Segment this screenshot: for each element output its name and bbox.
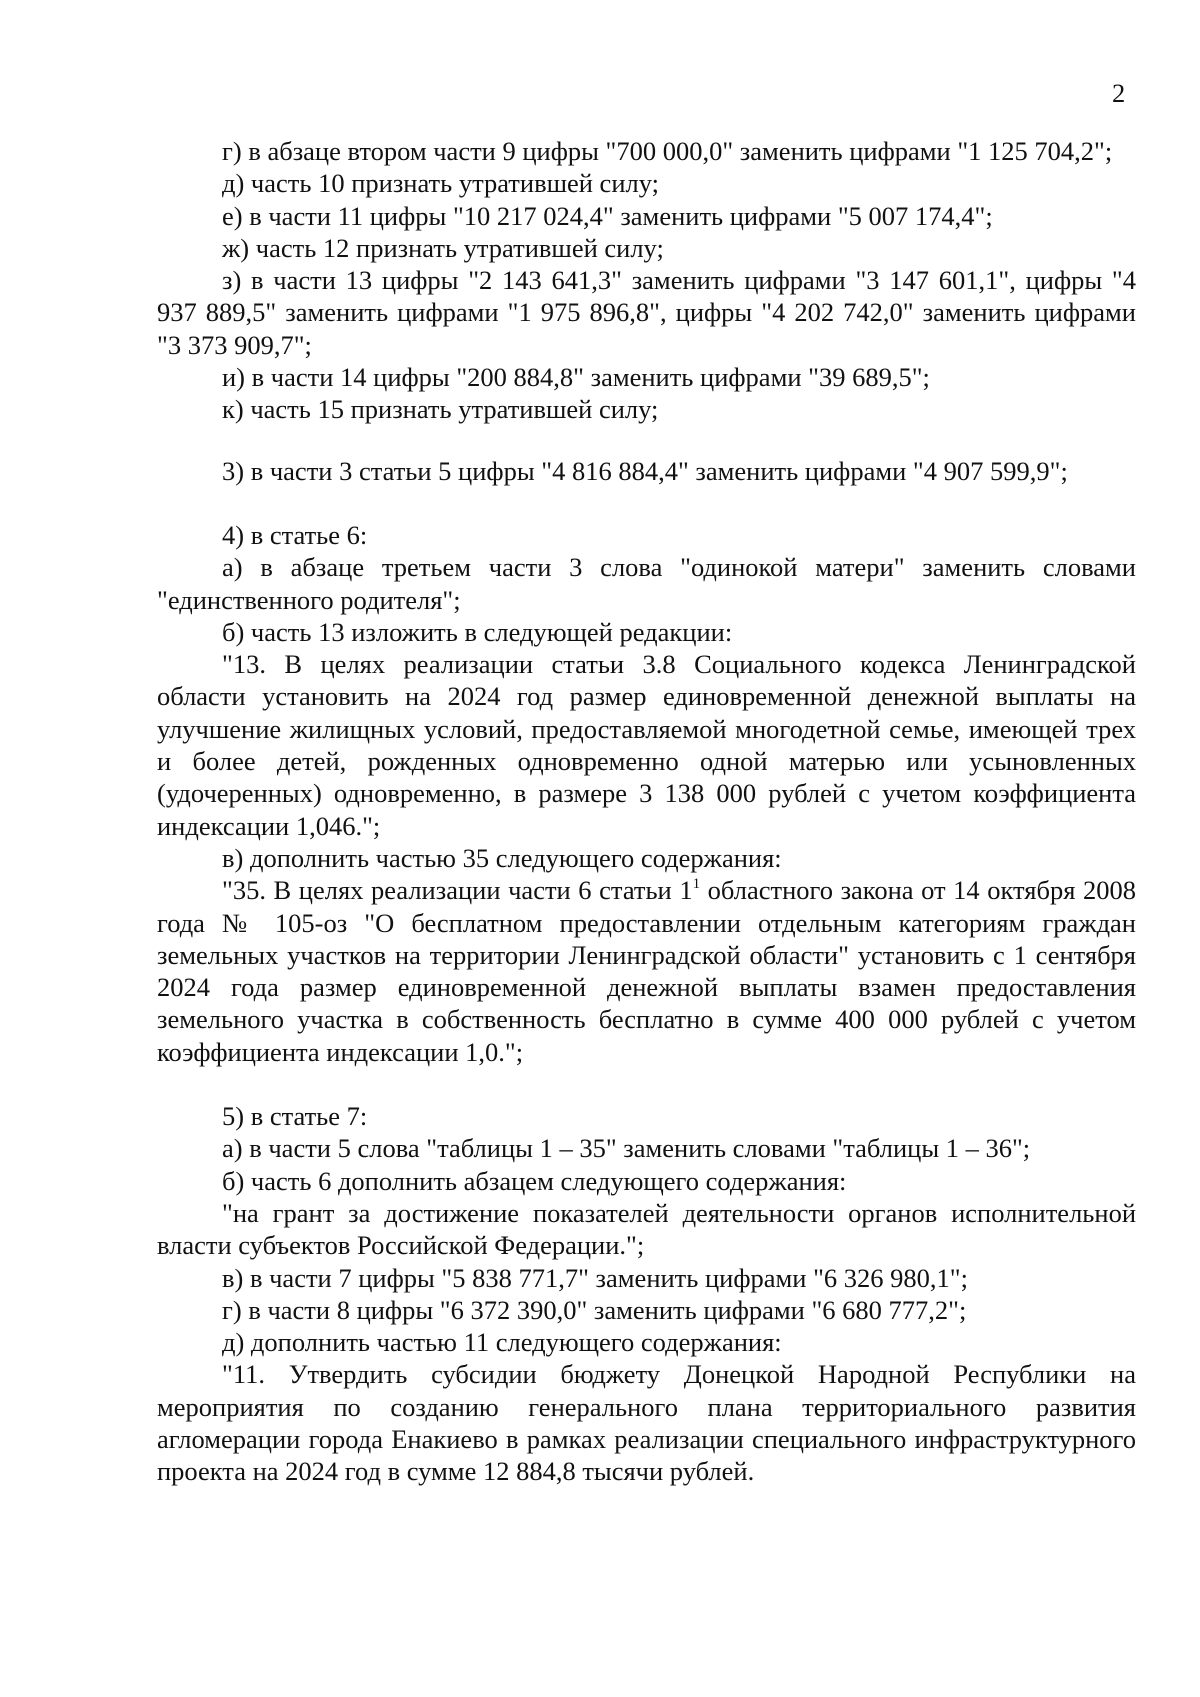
section-5-part-11-text: "11. Утвердить субсидии бюджету Донецкой Народной Республики на мероприятия по созданию генерального плана территориального развития агломерации города Енакиево в рамках реализации специального инфраструктурного проекта на 2024 год в сумме 12 884,8 тысячи рублей. (157, 1359, 1136, 1487)
item-i-part-14: и) в части 14 цифры "200 884,8" заменить цифрами "39 689,5"; (222, 362, 930, 393)
section-4-item-a: а) в абзаце третьем части 3 слова "одинокой матери" заменить словами "единственного родителя"; (157, 552, 1136, 615)
item-d-part-10: д) часть 10 признать утратившей силу; (222, 168, 659, 199)
section-3-article-5: 3) в части 3 статьи 5 цифры "4 816 884,4" заменить цифрами "4 907 599,9"; (222, 455, 1068, 486)
section-5-item-d: д) дополнить частью 11 следующего содержания: (222, 1327, 782, 1358)
section-4-item-b: б) часть 13 изложить в следующей редакции: (222, 616, 733, 647)
part-35-text-start: "35. В целях реализации части 6 статьи 1 (222, 875, 693, 906)
section-5-grant-text: "на грант за достижение показателей деятельности органов исполнительной власти субъектов Российской Федерации."; (157, 1197, 1136, 1261)
item-g-part-9: г) в абзаце втором части 9 цифры "700 000,0" заменить цифрами "1 125 704,2"; (222, 136, 1113, 166)
item-zh-part-12: ж) часть 12 признать утратившей силу; (222, 232, 664, 263)
section-5-item-b: б) часть 6 дополнить абзацем следующего содержания: (222, 1165, 847, 1196)
item-k-part-15: к) часть 15 признать утратившей силу; (222, 394, 659, 425)
document-body (157, 135, 1136, 1488)
spacer (157, 487, 1136, 519)
item-e-part-11: е) в части 11 цифры "10 217 024,4" заменить цифрами "5 007 174,4"; (222, 200, 993, 231)
section-5-item-a: а) в части 5 слова "таблицы 1 – 35" заменить словами "таблицы 1 – 36"; (222, 1133, 1031, 1164)
section-4-heading: 4) в статье 6: (222, 519, 368, 550)
spacer (157, 426, 1136, 455)
section-4-item-v: в) дополнить частью 35 следующего содержания: (222, 842, 782, 873)
section-5-item-g: г) в части 8 цифры "6 372 390,0" заменить цифрами "6 680 777,2"; (222, 1294, 967, 1325)
item-z-part-13: з) в части 13 цифры "2 143 641,3" заменить цифрами "3 147 601,1", цифры "4 937 889,5" заменить цифрами "1 975 896,8", цифры "4 202 742,0" заменить цифрами "3 373 909,7"; (157, 265, 1136, 360)
section-4-part-13-text: "13. В целях реализации статьи 3.8 Социального кодекса Ленинградской области установить на 2024 год размер единовременной денежной выплаты на улучшение жилищных условий, предоставляемой многодетной семье, имеющей трех и более детей, рожденных одновременно одной матерью или усыновленных (удочеренных) одновременно, в размере 3 138 000 рублей с учетом коэффициента индексации 1,046."; (157, 649, 1136, 841)
section-4-part-35-text (157, 874, 1136, 1068)
section-5-heading: 5) в статье 7: (222, 1101, 368, 1132)
spacer (157, 1068, 1136, 1100)
article-superscript: 1 (692, 876, 701, 893)
page-number: 2 (1112, 78, 1126, 108)
part-35-text-end: областного закона от 14 октября 2008 года № 105-оз "О бесплатном предоставлении отдельным категориям граждан земельных участков на территории Ленинградской области" установить с 1 сентября 2024 года размер единовременной денежной выплаты взамен предоставления земельного участка в собственность бесплатно в сумме 400 000 рублей с учетом коэффициента индексации 1,0."; (157, 875, 1136, 1067)
section-5-item-v: в) в части 7 цифры "5 838 771,7" заменить цифрами "6 326 980,1"; (222, 1262, 968, 1293)
